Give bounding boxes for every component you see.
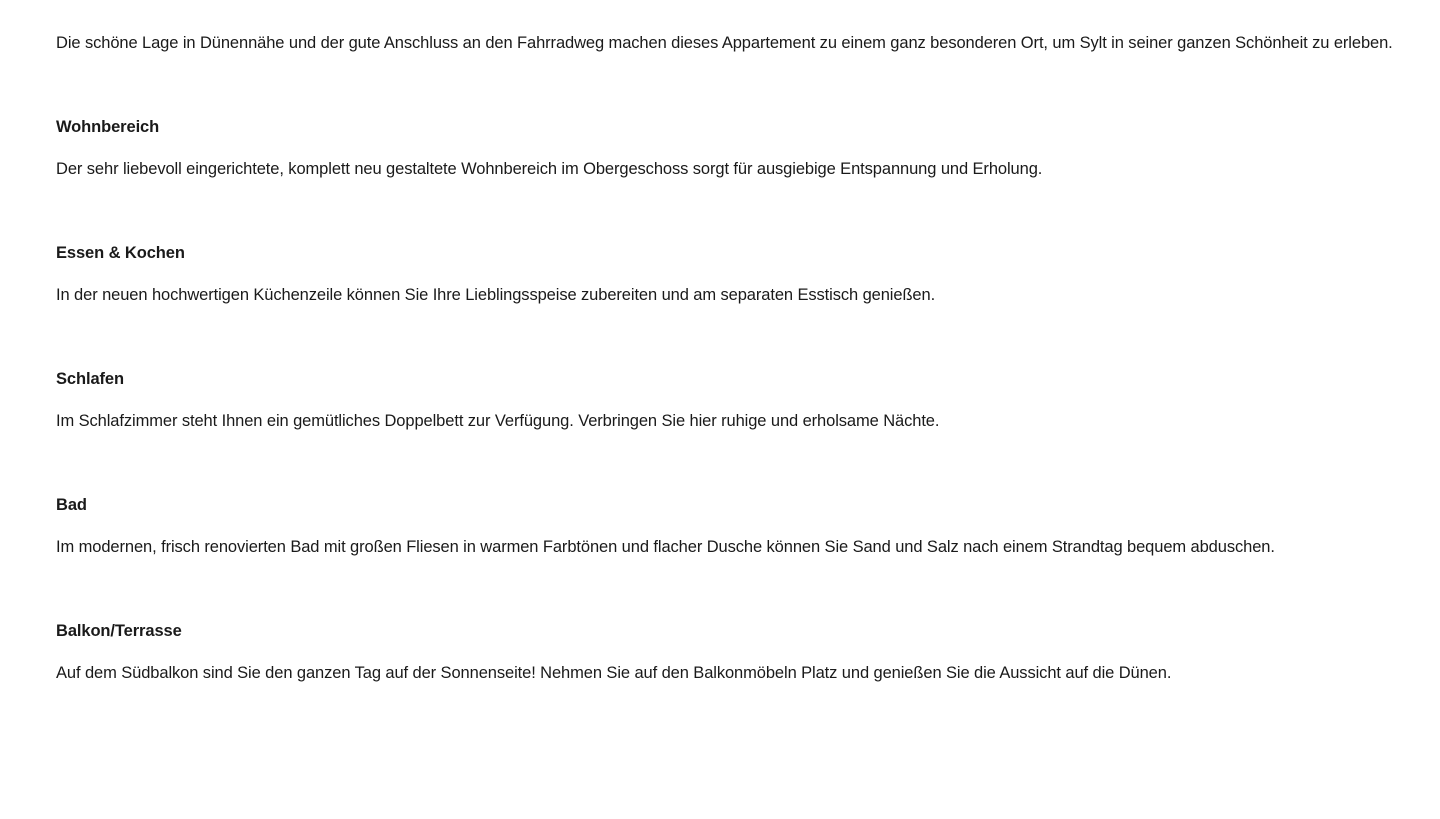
section-text: Auf dem Südbalkon sind Sie den ganzen Tag auf der Sonnenseite! Nehmen Sie auf den Balkonmöbeln Platz und genießen Sie die Aussicht auf die Dünen. bbox=[56, 664, 1172, 682]
section-text: In der neuen hochwertigen Küchenzeile können Sie Ihre Lieblingsspeise zubereiten und am separaten Esstisch genießen. bbox=[56, 286, 936, 304]
section-heading: Bad bbox=[56, 496, 87, 514]
section-text: Im Schlafzimmer steht Ihnen ein gemütliches Doppelbett zur Verfügung. Verbringen Sie hier ruhige und erholsame Nächte. bbox=[56, 412, 940, 430]
section-heading: Essen & Kochen bbox=[56, 244, 185, 262]
section-schlafen bbox=[56, 366, 1401, 435]
section-heading: Balkon/Terrasse bbox=[56, 622, 182, 640]
section-bad bbox=[56, 492, 1401, 561]
section-heading: Schlafen bbox=[56, 370, 124, 388]
intro-paragraph: Die schöne Lage in Dünennähe und der gute Anschluss an den Fahrradweg machen dieses Appartement zu einem ganz besonderen Ort, um Sylt in seiner ganzen Schönheit zu erleben. bbox=[56, 34, 1393, 52]
section-text: Der sehr liebevoll eingerichtete, komplett neu gestaltete Wohnbereich im Obergeschoss sorgt für ausgiebige Entspannung und Erholung. bbox=[56, 160, 1043, 178]
section-balkon-terrasse bbox=[56, 618, 1401, 687]
section-wohnbereich bbox=[56, 114, 1401, 183]
section-text: Im modernen, frisch renovierten Bad mit großen Fliesen in warmen Farbtönen und flacher Dusche können Sie Sand und Salz nach einem Strandtag bequem abduschen. bbox=[56, 538, 1275, 556]
apartment-description bbox=[56, 30, 1401, 687]
section-heading: Wohnbereich bbox=[56, 118, 160, 136]
section-essen-kochen bbox=[56, 240, 1401, 309]
